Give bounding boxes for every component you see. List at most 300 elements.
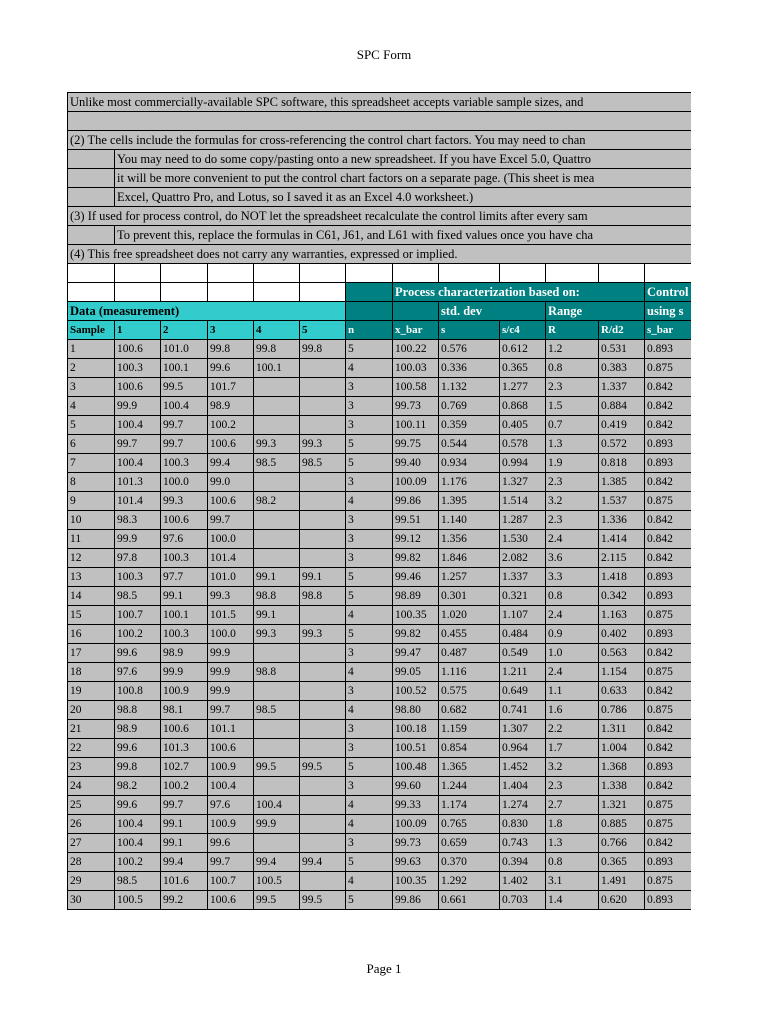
data-cell: 1.846 [439, 549, 500, 568]
data-cell: 3 [346, 378, 393, 397]
data-cell: 2.2 [546, 720, 599, 739]
note-text: Excel, Quattro Pro, and Lotus, so I saved it as an Excel 4.0 worksheet.) [115, 188, 692, 207]
data-cell: 0.365 [500, 359, 546, 378]
data-cell: 100.7 [115, 606, 161, 625]
data-cell: 0.612 [500, 340, 546, 359]
data-cell: 0.383 [599, 359, 645, 378]
data-cell: 3 [346, 777, 393, 796]
data-cell: 99.5 [300, 891, 346, 910]
data-cell [254, 739, 300, 758]
table-row [68, 492, 692, 511]
note-row [68, 226, 692, 245]
table-row [68, 378, 692, 397]
data-cell [300, 663, 346, 682]
data-cell: 100.3 [161, 625, 208, 644]
data-cell: 5 [68, 416, 115, 435]
note-indent-cell [68, 150, 115, 169]
page-footer: Page 1 [366, 961, 402, 976]
data-cell: 100.1 [161, 359, 208, 378]
data-cell: 100.4 [115, 454, 161, 473]
data-cell: 3 [346, 511, 393, 530]
data-cell [254, 834, 300, 853]
table-row [68, 739, 692, 758]
data-cell [300, 739, 346, 758]
data-cell: 1.154 [599, 663, 645, 682]
data-cell: 100.0 [208, 530, 254, 549]
data-cell: 99.5 [254, 891, 300, 910]
data-cell: 3 [346, 416, 393, 435]
data-cell: 99.1 [161, 834, 208, 853]
data-cell: 0.575 [439, 682, 500, 701]
data-cell: 3.2 [546, 492, 599, 511]
data-cell: 1.004 [599, 739, 645, 758]
data-cell: 3 [346, 834, 393, 853]
data-cell [254, 777, 300, 796]
data-cell: 101.4 [208, 549, 254, 568]
data-cell: 101.0 [208, 568, 254, 587]
data-cell: 0.875 [645, 606, 692, 625]
blank-cell [115, 283, 161, 302]
column-header-row [68, 321, 692, 340]
data-cell [254, 644, 300, 663]
data-cell: 0.549 [500, 644, 546, 663]
table-row [68, 644, 692, 663]
data-cell: 1.132 [439, 378, 500, 397]
data-cell: 3 [346, 549, 393, 568]
data-cell: 99.8 [300, 340, 346, 359]
note-row [68, 188, 692, 207]
data-cell: 99.4 [161, 853, 208, 872]
blank-cell [393, 264, 439, 283]
table-row [68, 777, 692, 796]
data-cell: 3 [346, 473, 393, 492]
data-cell [300, 720, 346, 739]
data-cell: 1.338 [599, 777, 645, 796]
data-cell: 0.875 [645, 701, 692, 720]
data-cell: 0.487 [439, 644, 500, 663]
data-cell: 0.682 [439, 701, 500, 720]
data-cell: 0.769 [439, 397, 500, 416]
data-cell: 99.6 [208, 834, 254, 853]
data-cell: 100.9 [208, 758, 254, 777]
data-cell: 99.9 [115, 530, 161, 549]
data-cell: 0.884 [599, 397, 645, 416]
blank-cell [546, 264, 599, 283]
data-cell: 0.786 [599, 701, 645, 720]
data-cell [300, 872, 346, 891]
data-cell: 1.211 [500, 663, 546, 682]
data-cell: 0.394 [500, 853, 546, 872]
data-cell: 0.893 [645, 568, 692, 587]
data-cell [254, 397, 300, 416]
page-title: SPC Form [356, 47, 412, 62]
data-cell: 5 [346, 340, 393, 359]
data-cell: 99.5 [300, 758, 346, 777]
data-cell: 1.159 [439, 720, 500, 739]
data-cell [254, 682, 300, 701]
blank-cell [300, 283, 346, 302]
data-cell: 100.6 [115, 378, 161, 397]
data-cell: 0.321 [500, 587, 546, 606]
data-cell: 21 [68, 720, 115, 739]
table-row [68, 701, 692, 720]
data-cell: 99.9 [208, 682, 254, 701]
data-cell: 0.842 [645, 511, 692, 530]
data-cell: 0.893 [645, 340, 692, 359]
data-cell: 0.402 [599, 625, 645, 644]
data-cell: 100.6 [161, 720, 208, 739]
using-header: using s [645, 302, 692, 321]
data-cell: 98.5 [254, 454, 300, 473]
table-row [68, 359, 692, 378]
column-header: 4 [254, 321, 300, 340]
data-cell: 0.9 [546, 625, 599, 644]
data-cell [300, 359, 346, 378]
data-cell: 25 [68, 796, 115, 815]
table-row [68, 758, 692, 777]
data-cell: 100.0 [208, 625, 254, 644]
data-cell [254, 416, 300, 435]
data-cell [300, 834, 346, 853]
data-cell: 100.4 [161, 397, 208, 416]
data-cell: 2.3 [546, 473, 599, 492]
data-cell: 1.274 [500, 796, 546, 815]
data-cell: 100.6 [161, 511, 208, 530]
data-cell: 100.52 [393, 682, 439, 701]
data-cell: 100.35 [393, 606, 439, 625]
data-cell: 0.842 [645, 397, 692, 416]
data-cell: 99.82 [393, 625, 439, 644]
data-cell: 0.875 [645, 359, 692, 378]
data-cell: 99.9 [208, 644, 254, 663]
data-cell: 5 [346, 758, 393, 777]
data-cell: 6 [68, 435, 115, 454]
data-cell: 4 [346, 701, 393, 720]
data-cell: 100.4 [115, 416, 161, 435]
data-cell: 3.2 [546, 758, 599, 777]
data-cell: 99.5 [254, 758, 300, 777]
note-text: You may need to do some copy/pasting onto a new spreadsheet. If you have Excel 5.0, Quattro [115, 150, 692, 169]
blank-cell [115, 264, 161, 283]
data-cell: 101.0 [161, 340, 208, 359]
data-cell: 0.964 [500, 739, 546, 758]
data-cell: 0.842 [645, 834, 692, 853]
data-cell: 1.336 [599, 511, 645, 530]
data-cell: 100.9 [208, 815, 254, 834]
data-cell: 100.0 [161, 473, 208, 492]
data-measurement-header: Data (measurement) [68, 302, 346, 321]
data-cell: 99.0 [208, 473, 254, 492]
data-cell: 99.47 [393, 644, 439, 663]
data-cell: 100.09 [393, 473, 439, 492]
data-cell: 98.89 [393, 587, 439, 606]
data-cell: 99.7 [161, 416, 208, 435]
data-cell: 99.60 [393, 777, 439, 796]
data-cell: 1.107 [500, 606, 546, 625]
data-cell [254, 720, 300, 739]
data-cell: 99.12 [393, 530, 439, 549]
data-cell: 100.03 [393, 359, 439, 378]
data-cell: 1.5 [546, 397, 599, 416]
data-cell: 1.327 [500, 473, 546, 492]
data-cell: 4 [346, 606, 393, 625]
header-band-1 [68, 283, 692, 302]
data-cell: 0.842 [645, 720, 692, 739]
data-cell: 1.6 [546, 701, 599, 720]
data-cell: 22 [68, 739, 115, 758]
note-indent-cell [68, 169, 115, 188]
column-header: 1 [115, 321, 161, 340]
table-row [68, 834, 692, 853]
data-cell: 99.9 [208, 663, 254, 682]
data-cell: 99.1 [254, 606, 300, 625]
table-row [68, 815, 692, 834]
data-cell: 98.1 [161, 701, 208, 720]
data-cell [300, 682, 346, 701]
data-cell: 1.368 [599, 758, 645, 777]
data-cell: 0.405 [500, 416, 546, 435]
data-cell: 2.7 [546, 796, 599, 815]
data-cell: 1.321 [599, 796, 645, 815]
data-cell: 99.8 [254, 340, 300, 359]
column-header: R/d2 [599, 321, 645, 340]
column-header: 2 [161, 321, 208, 340]
data-cell: 1.4 [546, 891, 599, 910]
data-cell: 101.7 [208, 378, 254, 397]
data-cell: 3 [346, 682, 393, 701]
data-cell: 0.893 [645, 435, 692, 454]
data-cell: 20 [68, 701, 115, 720]
data-cell: 16 [68, 625, 115, 644]
data-cell: 0.301 [439, 587, 500, 606]
data-cell: 0.563 [599, 644, 645, 663]
data-cell: 1.244 [439, 777, 500, 796]
data-cell: 100.5 [254, 872, 300, 891]
data-cell [300, 492, 346, 511]
data-cell: 99.82 [393, 549, 439, 568]
data-cell: 1.365 [439, 758, 500, 777]
data-cell: 1.7 [546, 739, 599, 758]
note-text: (3) If used for process control, do NOT let the spreadsheet recalculate the control limits after every sam [68, 207, 692, 226]
data-cell: 0.868 [500, 397, 546, 416]
data-cell: 1.163 [599, 606, 645, 625]
data-cell: 0.419 [599, 416, 645, 435]
data-cell: 100.4 [115, 834, 161, 853]
data-cell: 100.8 [115, 682, 161, 701]
data-cell: 99.73 [393, 397, 439, 416]
data-cell: 100.3 [161, 454, 208, 473]
data-cell: 99.4 [208, 454, 254, 473]
data-cell: 1.537 [599, 492, 645, 511]
data-cell: 98.5 [115, 872, 161, 891]
data-cell: 1.337 [500, 568, 546, 587]
column-header: 5 [300, 321, 346, 340]
data-cell: 17 [68, 644, 115, 663]
table-row [68, 587, 692, 606]
data-cell [300, 511, 346, 530]
data-cell: 12 [68, 549, 115, 568]
data-cell: 0.842 [645, 416, 692, 435]
data-cell: 2.3 [546, 511, 599, 530]
data-cell: 3.1 [546, 872, 599, 891]
data-cell: 101.6 [161, 872, 208, 891]
table-row [68, 796, 692, 815]
data-cell [254, 530, 300, 549]
column-header: R [546, 321, 599, 340]
column-header: 3 [208, 321, 254, 340]
data-cell: 99.4 [254, 853, 300, 872]
note-indent-cell [68, 226, 115, 245]
table-row [68, 340, 692, 359]
data-cell: 1.395 [439, 492, 500, 511]
data-cell: 99.2 [161, 891, 208, 910]
spreadsheet [67, 92, 691, 956]
data-cell: 0.572 [599, 435, 645, 454]
column-header: s [439, 321, 500, 340]
data-cell: 5 [346, 625, 393, 644]
data-cell: 1.277 [500, 378, 546, 397]
data-cell: 3 [346, 739, 393, 758]
data-cell: 7 [68, 454, 115, 473]
data-cell: 99.3 [254, 625, 300, 644]
data-cell: 1.174 [439, 796, 500, 815]
data-cell: 3 [346, 644, 393, 663]
column-header: x_bar [393, 321, 439, 340]
data-cell: 99.9 [161, 663, 208, 682]
data-cell: 1.337 [599, 378, 645, 397]
data-cell: 100.2 [161, 777, 208, 796]
table-row [68, 397, 692, 416]
data-cell: 2.4 [546, 530, 599, 549]
data-cell: 3 [346, 397, 393, 416]
data-cell: 0.830 [500, 815, 546, 834]
data-cell: 2.3 [546, 378, 599, 397]
data-cell: 97.6 [115, 663, 161, 682]
data-cell: 1.491 [599, 872, 645, 891]
data-cell [300, 701, 346, 720]
data-cell: 1.2 [546, 340, 599, 359]
data-cell: 0.875 [645, 492, 692, 511]
data-cell: 24 [68, 777, 115, 796]
data-cell: 1.311 [599, 720, 645, 739]
data-cell [300, 606, 346, 625]
data-cell: 9 [68, 492, 115, 511]
data-cell: 99.73 [393, 834, 439, 853]
header-cell [393, 302, 439, 321]
table-row [68, 872, 692, 891]
data-cell: 4 [346, 359, 393, 378]
data-cell: 0.842 [645, 530, 692, 549]
data-cell: 99.4 [300, 853, 346, 872]
note-row [68, 93, 692, 112]
data-cell: 98.9 [208, 397, 254, 416]
data-cell: 0.531 [599, 340, 645, 359]
data-cell: 97.6 [161, 530, 208, 549]
data-cell: 28 [68, 853, 115, 872]
blank-row [68, 264, 692, 283]
data-cell: 1.8 [546, 815, 599, 834]
data-cell: 101.5 [208, 606, 254, 625]
data-cell: 4 [346, 815, 393, 834]
table-row [68, 530, 692, 549]
blank-cell [68, 283, 115, 302]
data-cell [300, 397, 346, 416]
data-cell: 0.875 [645, 872, 692, 891]
data-cell: 0.743 [500, 834, 546, 853]
data-cell: 29 [68, 872, 115, 891]
data-cell: 2.082 [500, 549, 546, 568]
data-cell: 1.356 [439, 530, 500, 549]
data-cell: 1.418 [599, 568, 645, 587]
table-row [68, 435, 692, 454]
data-cell: 101.3 [115, 473, 161, 492]
note-row [68, 169, 692, 188]
data-cell: 3 [68, 378, 115, 397]
data-cell: 99.1 [161, 815, 208, 834]
data-cell: 100.6 [208, 435, 254, 454]
data-cell: 100.1 [254, 359, 300, 378]
data-cell: 1.116 [439, 663, 500, 682]
data-cell: 98.9 [161, 644, 208, 663]
data-cell: 99.86 [393, 492, 439, 511]
data-cell: 98.5 [115, 587, 161, 606]
data-cell: 101.4 [115, 492, 161, 511]
data-cell: 99.46 [393, 568, 439, 587]
data-cell [300, 378, 346, 397]
header-n-cell [346, 283, 393, 302]
data-cell: 0.455 [439, 625, 500, 644]
data-cell: 98.5 [300, 454, 346, 473]
data-cell: 3.3 [546, 568, 599, 587]
data-cell: 0.934 [439, 454, 500, 473]
data-cell: 98.3 [115, 511, 161, 530]
data-cell: 99.1 [161, 587, 208, 606]
data-cell: 0.842 [645, 378, 692, 397]
data-cell: 99.5 [161, 378, 208, 397]
data-cell: 100.3 [115, 359, 161, 378]
column-header: Sample [68, 321, 115, 340]
table-row [68, 454, 692, 473]
data-cell: 1.0 [546, 644, 599, 663]
data-cell: 10 [68, 511, 115, 530]
data-cell: 98.9 [115, 720, 161, 739]
blank-cell [161, 264, 208, 283]
data-cell: 100.6 [208, 891, 254, 910]
data-cell [300, 815, 346, 834]
data-cell: 99.9 [254, 815, 300, 834]
data-cell: 99.7 [161, 796, 208, 815]
data-cell: 0.875 [645, 663, 692, 682]
data-cell: 5 [346, 853, 393, 872]
data-cell: 97.8 [115, 549, 161, 568]
data-cell: 5 [346, 587, 393, 606]
data-cell: 4 [68, 397, 115, 416]
data-cell: 99.86 [393, 891, 439, 910]
blank-cell [254, 283, 300, 302]
data-cell: 0.703 [500, 891, 546, 910]
data-cell: 26 [68, 815, 115, 834]
table-row [68, 549, 692, 568]
data-cell: 99.3 [300, 625, 346, 644]
data-cell [254, 378, 300, 397]
data-cell: 3.6 [546, 549, 599, 568]
data-cell: 1.176 [439, 473, 500, 492]
blank-cell [68, 264, 115, 283]
data-cell: 98.8 [300, 587, 346, 606]
data-cell: 100.6 [208, 492, 254, 511]
data-cell: 5 [346, 454, 393, 473]
data-cell: 100.9 [161, 682, 208, 701]
